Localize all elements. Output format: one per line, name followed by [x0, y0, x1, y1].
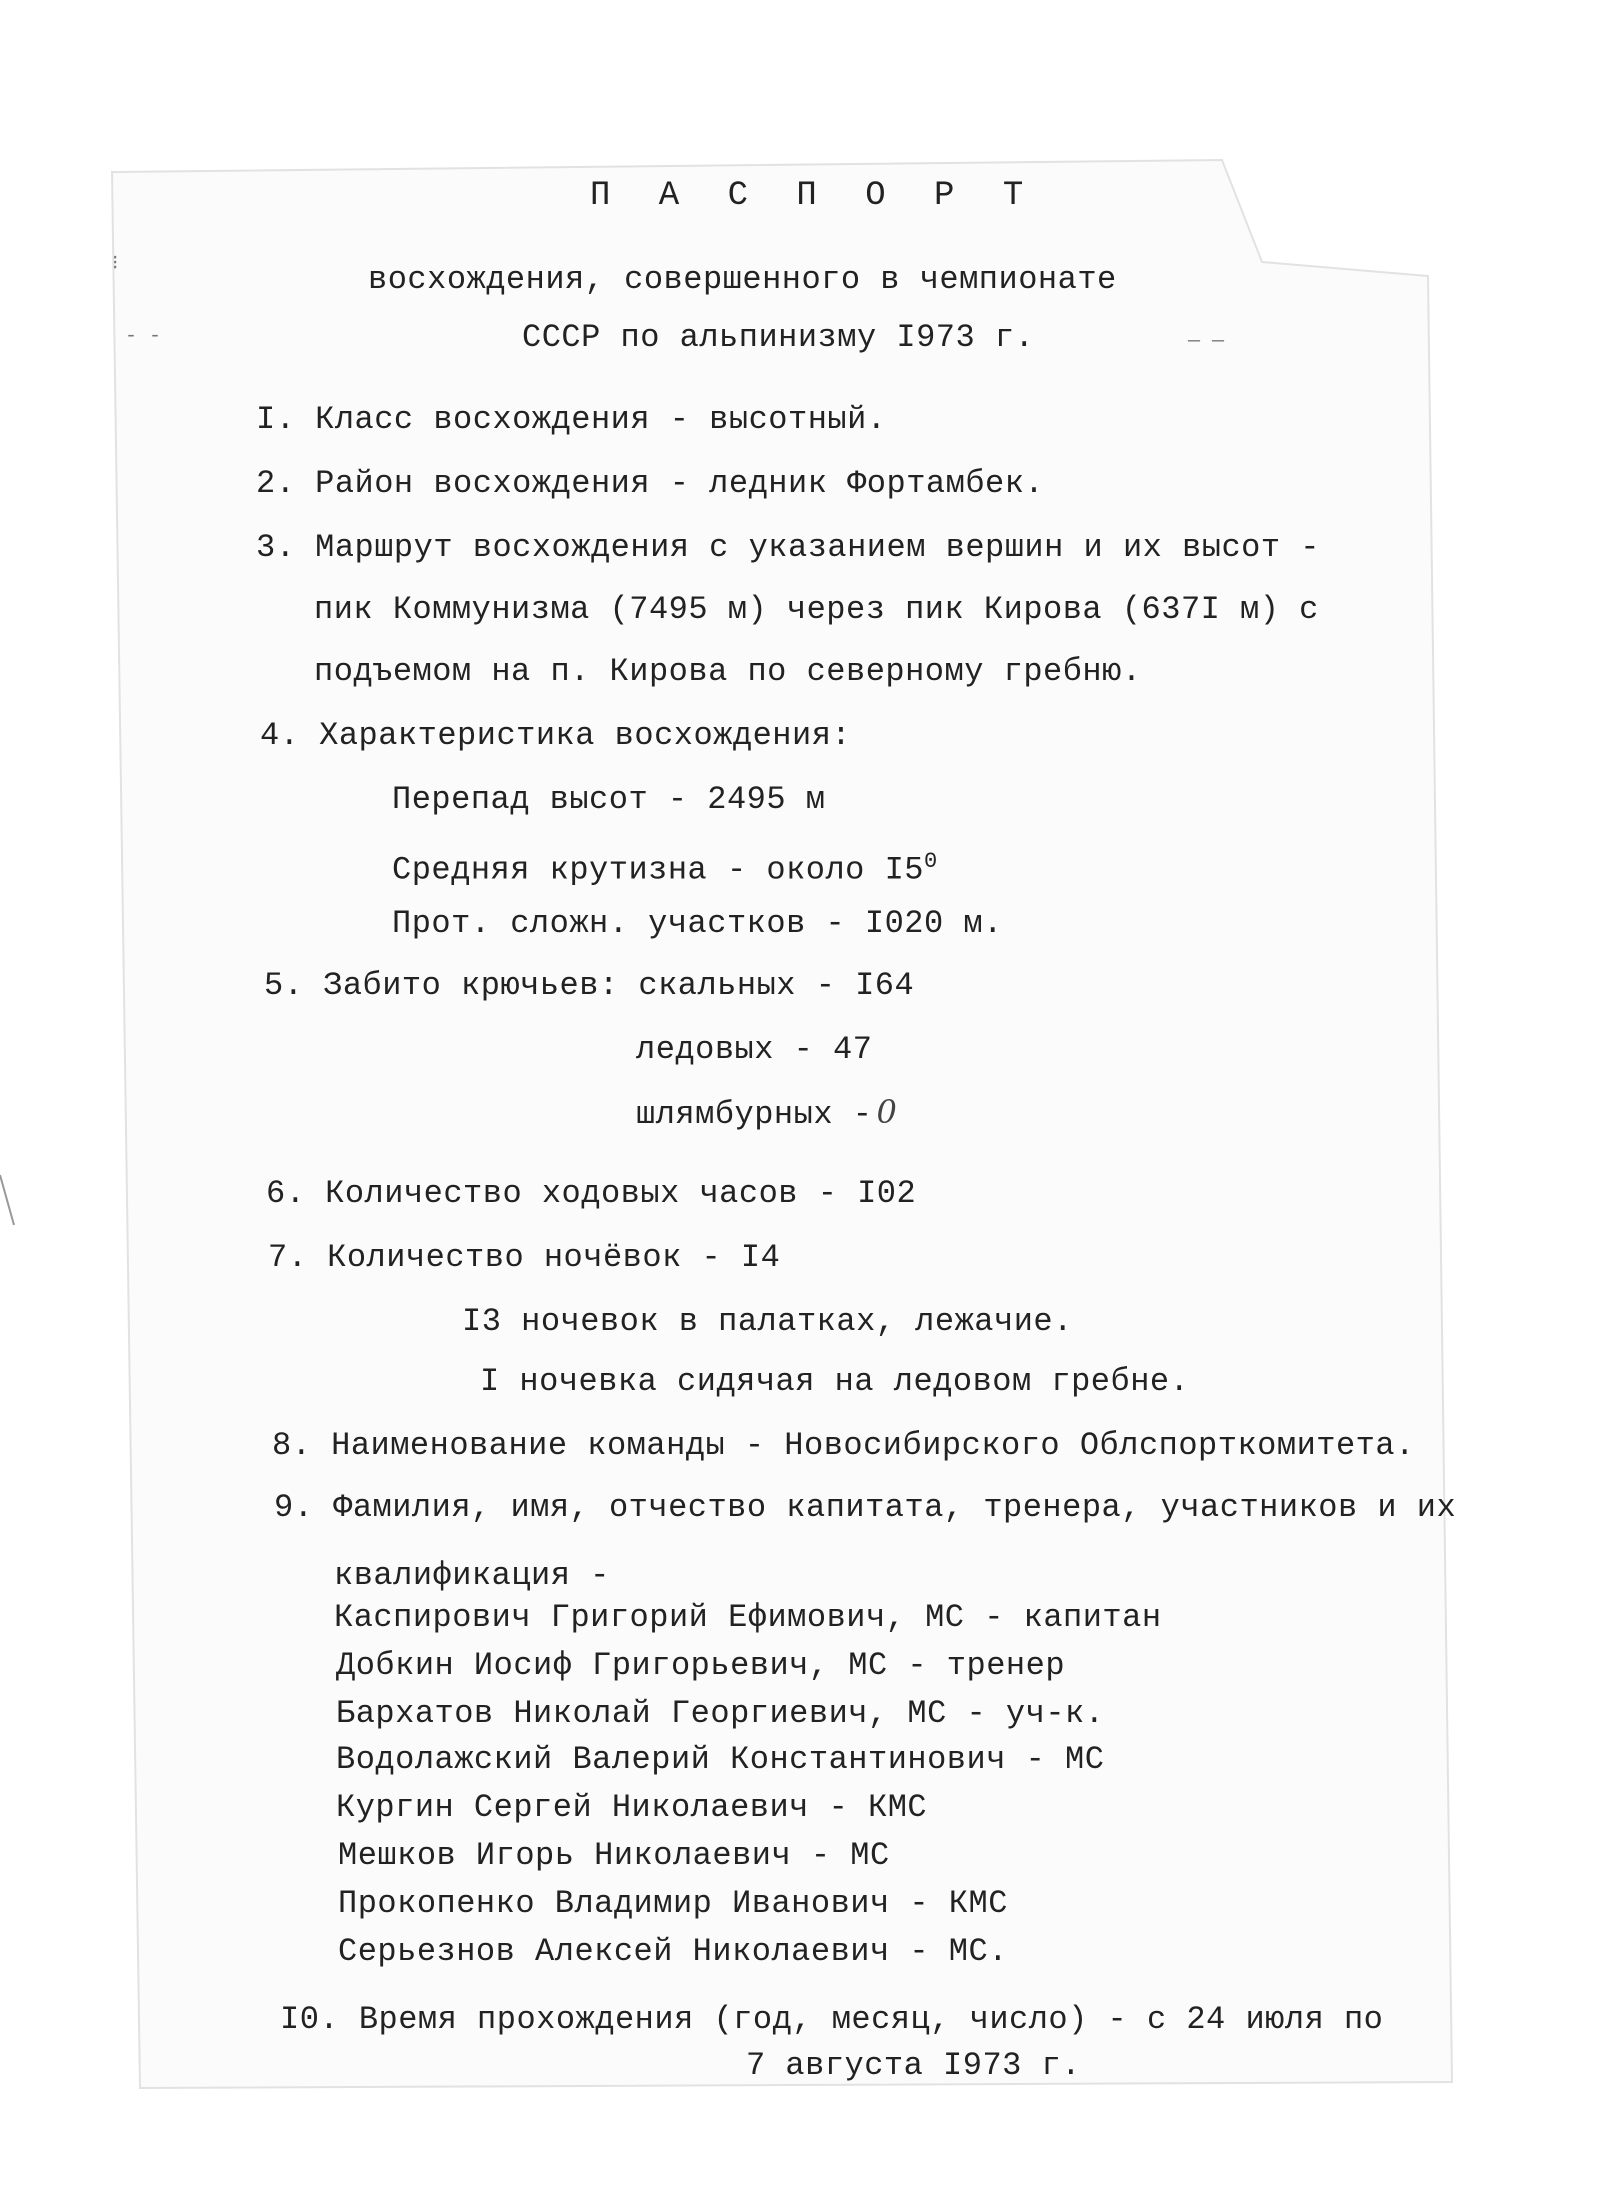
item-2: 2. Район восхождения - ледник Фортамбек. [256, 465, 1045, 502]
member-4: Водолажский Валерий Константинович - МС [336, 1741, 1105, 1778]
degree-mark: 0 [923, 849, 938, 874]
margin-mark: ⁝ [112, 253, 119, 276]
item-5-ice-pitons: ледовых - 47 [636, 1031, 873, 1068]
item-10-line-1: I0. Время прохождения (год, месяц, число) - с 24 июля по [280, 2001, 1384, 2038]
item-3-line-2: пик Коммунизма (7495 м) через пик Кирова (637I м) с [314, 591, 1319, 628]
member-2: Добкин Иосиф Григорьевич, МС - тренер [336, 1647, 1066, 1684]
member-1: Каспирович Григорий Ефимович, МС - капитан [334, 1599, 1162, 1636]
item-5-bolts: шлямбурных - 0 [636, 1093, 898, 1133]
subtitle-line-2: СССР по альпинизму I973 г. [522, 319, 1035, 356]
item-1: I. Класс восхождения - высотный. [256, 401, 887, 438]
margin-mark: - - [125, 325, 162, 348]
member-5: Кургин Сергей Николаевич - КМС [336, 1789, 928, 1826]
margin-mark: — — [1188, 330, 1225, 353]
item-9-heading: 9. Фамилия, имя, отчество капитата, тренера, участников и их [274, 1489, 1457, 1526]
item-8: 8. Наименование команды - Новосибирского Облспорткомитета. [272, 1427, 1415, 1464]
document-title: П А С П О Р Т [590, 177, 1038, 215]
item-3-line-1: 3. Маршрут восхождения с указанием вершин и их высот - [256, 529, 1320, 566]
item-6: 6. Количество ходовых часов - I02 [266, 1175, 917, 1212]
member-3: Бархатов Николай Георгиевич, МС - уч-к. [336, 1695, 1105, 1732]
item-5-heading: 5. Забито крючьев: скальных - I64 [264, 967, 915, 1004]
item-7-tent-nights: I3 ночевок в палатках, лежачие. [462, 1303, 1073, 1340]
item-3-line-3: подъемом на п. Кирова по северному гребню. [314, 653, 1142, 690]
member-6: Мешков Игорь Николаевич - МС [338, 1837, 890, 1874]
item-4-heading: 4. Характеристика восхождения: [260, 717, 852, 754]
item-9-qualification: квалификация - [334, 1557, 610, 1594]
handwritten-zero: 0 [876, 1093, 898, 1131]
item-7-heading: 7. Количество ночёвок - I4 [268, 1239, 781, 1276]
item-10-line-2: 7 августа I973 г. [746, 2047, 1081, 2084]
item-4-average-steepness: Средняя крутизна - около $I5^0$ [392, 849, 938, 889]
member-8: Серьезнов Алексей Николаевич - МС. [338, 1933, 1008, 1970]
item-7-sitting-night: I ночевка сидячая на ледовом гребне. [480, 1363, 1190, 1400]
item-4-difficult-sections: Прот. сложн. участков - I020 м. [392, 905, 1003, 942]
member-7: Прокопенко Владимир Иванович - КМС [338, 1885, 1008, 1922]
subtitle-line-1: восхождения, совершенного в чемпионате [368, 261, 1117, 298]
item-4-altitude-difference: Перепад высот - 2495 м [392, 781, 826, 818]
